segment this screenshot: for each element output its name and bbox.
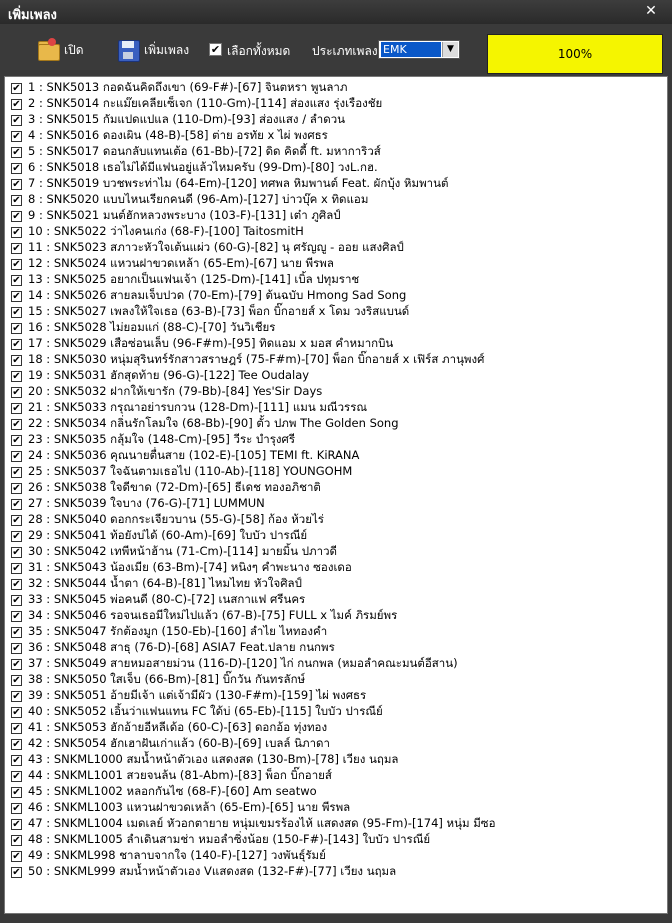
list-item[interactable] <box>5 96 665 112</box>
song-label: 11 : SNK5023 สภาวะหัวใจเต้นแผ่ว (60-G)-[82] นุ ศรัญญู - ออย แสงศิลป์ <box>28 240 404 254</box>
song-label: 20 : SNK5032 ฝากให้เขารัก (79-Bb)-[84] Yes'Sir Days <box>28 384 323 398</box>
song-checkbox[interactable]: ✔ <box>12 370 21 382</box>
song-type-label: ประเภทเพลง <box>312 44 378 58</box>
song-label: 33 : SNK5045 พ่อคนดี (80-C)-[72] เนสกาแฟ ศรีนคร <box>28 592 306 606</box>
song-checkbox[interactable]: ✔ <box>12 130 21 142</box>
list-item[interactable] <box>5 752 665 768</box>
song-label: 26 : SNK5038 ใจดีขาด (72-Dm)-[65] ธีเดช ทองอภิชาติ <box>28 480 321 494</box>
song-label: 37 : SNK5049 สายหมอสายม่วน (116-D)-[120] ไก่ กนกพล (หมอลำคณะมนต์อีสาน) <box>28 656 458 670</box>
list-item[interactable] <box>5 144 665 160</box>
song-label: 22 : SNK5034 กลิ่นรักโลมใจ (68-Bb)-[90] ตั้ว ปภพ The Golden Song <box>28 416 399 430</box>
list-item[interactable] <box>5 368 665 384</box>
song-checkbox[interactable]: ✔ <box>12 242 21 254</box>
list-item[interactable] <box>5 640 665 656</box>
song-checkbox[interactable]: ✔ <box>12 402 21 414</box>
close-icon[interactable]: ✕ <box>645 3 657 19</box>
song-label: 14 : SNK5026 สายลมเจ็บปวด (70-Em)-[79] ต้นฉบับ Hmong Sad Song <box>28 288 407 302</box>
song-label: 44 : SNKML1001 สวยจนล้น (81-Abm)-[83] พ็อก บิ๊กอายส์ <box>28 768 332 782</box>
list-item[interactable] <box>5 736 665 752</box>
song-checkbox[interactable]: ✔ <box>12 866 21 878</box>
song-checkbox[interactable]: ✔ <box>12 450 21 462</box>
song-checkbox[interactable]: ✔ <box>12 770 21 782</box>
song-checkbox[interactable]: ✔ <box>12 802 21 814</box>
song-checkbox[interactable]: ✔ <box>12 434 21 446</box>
progress-indicator: 100% <box>487 34 663 74</box>
song-checkbox[interactable]: ✔ <box>12 738 21 750</box>
title-bar <box>0 0 672 24</box>
list-item[interactable] <box>5 432 665 448</box>
song-label: 19 : SNK5031 ฮักสุดท้าย (96-G)-[122] Tee Oudalay <box>28 368 310 382</box>
list-item[interactable] <box>5 816 665 832</box>
list-item[interactable] <box>5 272 665 288</box>
list-item[interactable] <box>5 352 665 368</box>
song-checkbox[interactable]: ✔ <box>12 338 21 350</box>
list-item[interactable] <box>5 544 665 560</box>
list-item[interactable] <box>5 560 665 576</box>
song-label: 7 : SNK5019 บวชพระท่าไม (64-Em)-[120] ทศพล หิมพานต์ Feat. ผักบุ้ง หิมพานต์ <box>28 176 449 190</box>
list-item[interactable] <box>5 592 665 608</box>
song-checkbox[interactable]: ✔ <box>12 594 21 606</box>
list-item[interactable] <box>5 528 665 544</box>
list-item[interactable] <box>5 192 665 208</box>
song-type-value: EMK <box>381 42 441 57</box>
list-item[interactable] <box>5 656 665 672</box>
song-checkbox[interactable]: ✔ <box>12 226 21 238</box>
list-item[interactable] <box>5 208 665 224</box>
song-label: 25 : SNK5037 ใจฉันตามเธอไป (110-Ab)-[118] YOUNGOHM <box>28 464 353 478</box>
open-label: เปิด <box>64 42 84 57</box>
song-checkbox[interactable]: ✔ <box>12 258 21 270</box>
song-label: 40 : SNK5052 เอิ้นว่าแฟนแทน FC ใด้บ่ (65-Eb)-[115] ใบบัว ปารณีย์ <box>28 704 383 718</box>
select-all-checkbox[interactable]: ✔ <box>210 43 221 56</box>
list-item[interactable] <box>5 800 665 816</box>
select-all-label: เลือกทั้งหมด <box>227 44 291 58</box>
song-label: 31 : SNK5043 น้องเมีย (63-Bm)-[74] หนิงๆ คำพะนาง ซองเดอ <box>28 560 352 574</box>
open-button[interactable] <box>36 38 84 62</box>
song-label: 28 : SNK5040 ดอกกระเจียวบาน (55-G)-[58] ก้อง ห้วยไร่ <box>28 512 324 526</box>
song-checkbox[interactable]: ✔ <box>12 674 21 686</box>
song-label: 29 : SNK5041 ท้อยังบ่ได้ (60-Am)-[69] ใบบัว ปารณีย์ <box>28 528 308 542</box>
song-checkbox[interactable]: ✔ <box>12 194 21 206</box>
list-item[interactable] <box>5 832 665 848</box>
toolbar <box>0 24 672 72</box>
song-type-select[interactable] <box>378 40 460 59</box>
song-label: 34 : SNK5046 รอจนเธอมีใหม่ไปแล้ว (67-B)-[75] FULL x ไมค์ ภิรมย์พร <box>28 608 398 622</box>
song-checkbox[interactable]: ✔ <box>12 210 21 222</box>
song-checkbox[interactable]: ✔ <box>12 546 21 558</box>
song-checkbox[interactable]: ✔ <box>12 786 21 798</box>
song-list[interactable] <box>4 76 668 914</box>
song-checkbox[interactable]: ✔ <box>12 754 21 766</box>
song-label: 39 : SNK5051 อ้ายมีเจ้า แต่เจ้ามีผัว (130-F#m)-[159] ไผ่ พงศธร <box>28 688 367 702</box>
list-item[interactable] <box>5 512 665 528</box>
list-item[interactable] <box>5 848 665 864</box>
song-checkbox[interactable]: ✔ <box>12 690 21 702</box>
song-checkbox[interactable]: ✔ <box>12 498 21 510</box>
list-item[interactable] <box>5 304 665 320</box>
song-label: 5 : SNK5017 ดอนกลับแทนเต้อ (61-Bb)-[72] ดิด คิดดี้ ft. มหาการิวส์ <box>28 144 381 158</box>
list-item[interactable] <box>5 224 665 240</box>
list-item[interactable] <box>5 128 665 144</box>
song-checkbox[interactable]: ✔ <box>12 114 21 126</box>
song-label: 10 : SNK5022 ว่าไงคนเก่ง (68-F)-[100] TaitosmitH <box>28 224 304 238</box>
song-checkbox[interactable]: ✔ <box>12 162 21 174</box>
list-item[interactable] <box>5 416 665 432</box>
song-checkbox[interactable]: ✔ <box>12 466 21 478</box>
song-checkbox[interactable]: ✔ <box>12 482 21 494</box>
chevron-down-icon[interactable]: ▼ <box>442 42 458 57</box>
song-label: 45 : SNKML1002 หลอกกันไซ (68-F)-[60] Am seatwo <box>28 784 317 798</box>
song-label: 46 : SNKML1003 แหวนฝาขวดเหล้า (65-Em)-[65] นาย พีรพล <box>28 800 351 814</box>
song-label: 12 : SNK5024 แหวนฝาขวดเหล้า (65-Em)-[67] นาย พีรพล <box>28 256 334 270</box>
song-checkbox[interactable]: ✔ <box>12 514 21 526</box>
list-item[interactable] <box>5 384 665 400</box>
song-label: 8 : SNK5020 แบบไหนเรียกคนดี (96-Am)-[127] บ่าวบุ๊ค x ทิดแอม <box>28 192 369 206</box>
song-checkbox[interactable]: ✔ <box>12 562 21 574</box>
list-item[interactable] <box>5 176 665 192</box>
song-label: 27 : SNK5039 ใจบาง (76-G)-[71] LUMMUN <box>28 496 265 510</box>
song-checkbox[interactable]: ✔ <box>12 386 21 398</box>
song-checkbox[interactable]: ✔ <box>12 658 21 670</box>
list-item[interactable] <box>5 400 665 416</box>
song-label: 6 : SNK5018 เธอไม่ได้มีแฟนอยู่แล้วไหมครับ (99-Dm)-[80] วงL.กฮ. <box>28 160 378 174</box>
list-item[interactable] <box>5 784 665 800</box>
list-item[interactable] <box>5 688 665 704</box>
list-item[interactable] <box>5 608 665 624</box>
song-label: 2 : SNK5014 กะแม๊ยเคลียเซ็เจก (110-Gm)-[114] ส่องแสง รุ่งเรืองชัย <box>28 96 383 110</box>
song-checkbox[interactable]: ✔ <box>12 82 21 94</box>
song-label: 41 : SNK5053 ฮักอ้ายอีหลีเด้อ (60-C)-[63] ดอกอ้อ ทุ่งทอง <box>28 720 328 734</box>
song-checkbox[interactable]: ✔ <box>12 722 21 734</box>
song-checkbox[interactable]: ✔ <box>12 306 21 318</box>
list-item[interactable] <box>5 576 665 592</box>
song-checkbox[interactable]: ✔ <box>12 146 21 158</box>
list-item[interactable] <box>5 496 665 512</box>
list-item[interactable] <box>5 160 665 176</box>
folder-icon <box>36 38 60 62</box>
song-checkbox[interactable]: ✔ <box>12 578 21 590</box>
song-label: 4 : SNK5016 ดองเผิน (48-B)-[58] ต่าย อรทัย x ไผ่ พงศธร <box>28 128 328 142</box>
song-checkbox[interactable]: ✔ <box>12 290 21 302</box>
list-item[interactable] <box>5 720 665 736</box>
song-label: 30 : SNK5042 เทพีหน้าฮ้าน (71-Cm)-[114] มายมิ้น ปภาวดี <box>28 544 338 558</box>
song-label: 21 : SNK5033 กรุณาอย่ารบกวน (128-Dm)-[111] แมน มณีวรรณ <box>28 400 368 414</box>
song-label: 18 : SNK5030 หนุ่มสุรินทร์รักสาวสราษฎร์ (75-F#m)-[70] พ็อก บิ๊กอายส์ x เฟิร์ส ภานุพงศ์ <box>28 352 485 366</box>
song-label: 47 : SNKML1004 เมดเลย์ หัวอกตายาย หนุ่มเขมรร้องไห้ แสดงสด (95-Fm)-[174] หนุ่ม มีซอ <box>28 816 496 830</box>
song-label: 38 : SNK5050 ใสเจ็บ (66-Bm)-[81] บิ๊กวัน กันทรลักษ์ <box>28 672 306 686</box>
list-item[interactable] <box>5 624 665 640</box>
song-label: 23 : SNK5035 กลุ้มใจ (148-Cm)-[95] วีระ บำรุงศรี <box>28 432 295 446</box>
song-checkbox[interactable]: ✔ <box>12 178 21 190</box>
song-checkbox[interactable]: ✔ <box>12 274 21 286</box>
list-item[interactable] <box>5 320 665 336</box>
add-songs-button[interactable] <box>116 38 189 62</box>
list-item[interactable] <box>5 256 665 272</box>
song-checkbox[interactable]: ✔ <box>12 626 21 638</box>
window-title: เพิ่มเพลง <box>8 8 57 23</box>
song-label: 15 : SNK5027 เพลงให้ใจเธอ (63-B)-[73] พ็อก บิ๊กอายส์ x โดม วงริสแบนด์ <box>28 304 410 318</box>
song-label: 42 : SNK5054 ฮักเฮาฝันเก่าแล้ว (60-B)-[69] เบลล์ นิภาดา <box>28 736 330 750</box>
song-label: 48 : SNKML1005 ลำเดินสามช่า หมอลำซิ่งน้อย (150-F#)-[143] ใบบัว ปารณีย์ <box>28 832 431 846</box>
song-checkbox[interactable]: ✔ <box>12 818 21 830</box>
song-checkbox[interactable]: ✔ <box>12 530 21 542</box>
song-checkbox[interactable]: ✔ <box>12 850 21 862</box>
list-item[interactable] <box>5 240 665 256</box>
add-songs-label: เพิ่มเพลง <box>144 42 190 57</box>
song-label: 36 : SNK5048 สาธุ (76-D)-[68] ASIA7 Feat.ปลาย กนกพร <box>28 640 335 654</box>
list-item[interactable] <box>5 112 665 128</box>
song-label: 35 : SNK5047 รักต้องมูก (150-Eb)-[160] ลำไย ไหทองคำ <box>28 624 328 638</box>
song-label: 16 : SNK5028 ไม่ยอมแก่ (88-C)-[70] วันวิเชียร <box>28 320 276 334</box>
song-label: 50 : SNKML999 สมน้ำหน้าตัวเอง Vแสดงสด (132-F#)-[77] เวียง นฤมล <box>28 864 397 878</box>
list-item[interactable] <box>5 464 665 480</box>
song-label: 1 : SNK5013 กอดฉันคิดถึงเขา (69-F#)-[67] จินตหรา พูนลาภ <box>28 80 348 94</box>
song-checkbox[interactable]: ✔ <box>12 418 21 430</box>
song-label: 3 : SNK5015 กัมแปดแปแล (110-Dm)-[93] ส่องแสง / ลำดวน <box>28 112 346 126</box>
list-item[interactable] <box>5 80 665 96</box>
save-icon <box>116 38 140 62</box>
song-checkbox[interactable]: ✔ <box>12 98 21 110</box>
song-label: 49 : SNKML998 ชาลาบจากใจ (140-F)-[127] วงพันธุ์รัมย์ <box>28 848 326 862</box>
list-item[interactable] <box>5 480 665 496</box>
song-checkbox[interactable]: ✔ <box>12 642 21 654</box>
list-item[interactable] <box>5 864 665 880</box>
song-label: 9 : SNK5021 มนต์ฮักหลวงพระบาง (103-F)-[131] เต๋า ภูศิลป์ <box>28 208 341 222</box>
list-item[interactable] <box>5 704 665 720</box>
song-label: 13 : SNK5025 อยากเป็นแฟนเจ้า (125-Dm)-[141] เบิ้ล ปทุมราช <box>28 272 360 286</box>
song-checkbox[interactable]: ✔ <box>12 322 21 334</box>
list-item[interactable] <box>5 448 665 464</box>
song-label: 17 : SNK5029 เสือซ่อนเล็บ (96-F#m)-[95] ทิดแอม x มอส คำหมากบิน <box>28 336 394 350</box>
list-item[interactable] <box>5 288 665 304</box>
list-item[interactable] <box>5 768 665 784</box>
song-checkbox[interactable]: ✔ <box>12 834 21 846</box>
song-label: 32 : SNK5044 น้ำตา (64-B)-[81] ไหมไทย หัวใจศิลป์ <box>28 576 302 590</box>
song-checkbox[interactable]: ✔ <box>12 354 21 366</box>
song-label: 24 : SNK5036 คุณนายตื่นสาย (102-E)-[105] TEMI ft. KiRANA <box>28 448 360 462</box>
song-checkbox[interactable]: ✔ <box>12 706 21 718</box>
song-label: 43 : SNKML1000 สมน้ำหน้าตัวเอง แสดงสด (130-Bm)-[78] เวียง นฤมล <box>28 752 399 766</box>
song-checkbox[interactable]: ✔ <box>12 610 21 622</box>
list-item[interactable] <box>5 672 665 688</box>
list-item[interactable] <box>5 336 665 352</box>
